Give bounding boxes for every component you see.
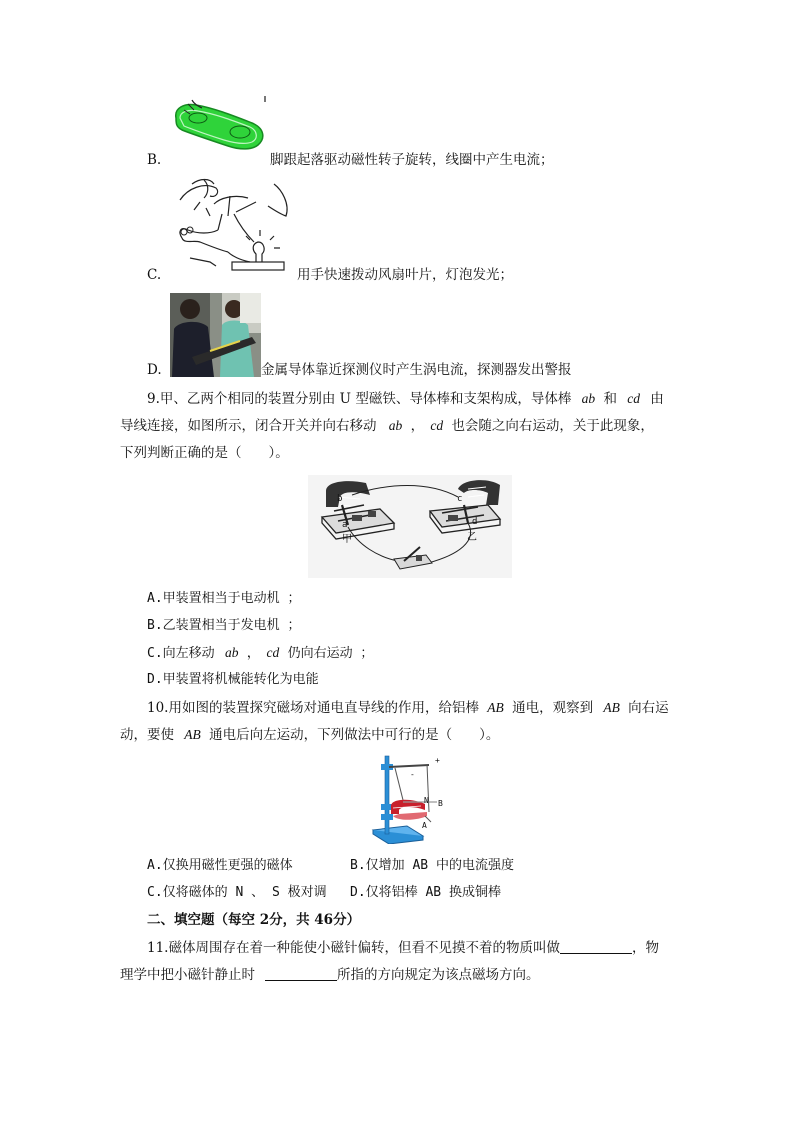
q10-stem-text: 10.用如图的装置探究磁场对通电直导线的作用，给铝棒: [147, 700, 479, 716]
q11-text-1a: 11.磁体周围存在着一种能使小磁针偏转，但看不见摸不着的物质叫做: [147, 940, 560, 956]
q10-stand-magnet-figure: [369, 752, 451, 844]
q9-option-c-comma: ，: [246, 645, 261, 661]
q10-stem-text-2b: 通电后向左运动，下列做法中可行的是（ ）。: [209, 727, 500, 743]
q9-option-c-ab: ab: [224, 645, 239, 660]
q8-option-c-text: 用手快速拨动风扇叶片，灯泡发光；: [297, 267, 513, 283]
q10-fig-plus: +: [435, 756, 440, 765]
q11-blank-2[interactable]: [265, 966, 337, 981]
metal-detector-photo: [170, 293, 261, 377]
q9-var-ab: ab: [581, 391, 596, 406]
q9-stem-line3: 下列判断正确的是（ ）。: [120, 445, 289, 461]
section-title: 二、填空题（每空 2分，共 46分）: [147, 912, 361, 928]
q10-fig-a: A: [422, 821, 427, 830]
q10-fig-minus: -: [410, 770, 415, 779]
q9-fig-label-c: c: [457, 494, 463, 504]
q10-stem-text-b: 通电，观察到: [512, 700, 594, 716]
q10-option-a: A.仅换用磁性更强的磁体: [147, 858, 293, 873]
q9-option-c-tail: 仍向右运动 ；: [287, 646, 374, 661]
q9-stem-and: 和: [603, 391, 617, 407]
q11-line1: [147, 939, 659, 957]
q11-blank-1[interactable]: [560, 939, 632, 954]
q11-text-2b: 所指的方向规定为该点磁场方向。: [337, 967, 540, 983]
q9-stem-line1: [147, 390, 664, 408]
q10-var-ab-1: AB: [487, 700, 504, 715]
q10-stem-text-c: 向右运: [628, 700, 669, 716]
q9-option-b: B.乙装置相当于发电机 ；: [147, 618, 301, 633]
q8-option-b-label: B.: [147, 152, 162, 168]
q10-var-ab-2: AB: [603, 700, 620, 715]
q8-option-c-label: C.: [147, 267, 162, 283]
q10-stem-line1: [147, 699, 669, 717]
q9-stem-text: 9.甲、乙两个相同的装置分别由 U 型磁铁、导体棒和支架构成，导体棒: [147, 391, 572, 407]
q9-var-ab-2: ab: [388, 418, 403, 433]
q9-var-cd: cd: [627, 391, 640, 406]
insole-picture: [170, 96, 267, 162]
q8-option-d-text: 金属导体靠近探测仪时产生涡电流，探测器发出警报: [261, 362, 572, 378]
q10-var-ab-3: AB: [184, 727, 201, 742]
q9-fig-label-yi: 乙: [467, 532, 477, 543]
q11-text-1b: ，物: [631, 940, 659, 956]
q11-text-2a: 理学中把小磁针静止时: [120, 967, 255, 983]
q9-option-c-cd: cd: [266, 645, 280, 660]
q9-stem-text-2b: 也会随之向右运动，关于此现象，: [451, 418, 654, 434]
q10-stem-text-2a: 动，要使: [120, 727, 174, 743]
q10-option-b: B.仅增加 AB 中的电流强度: [350, 858, 514, 873]
q9-option-c-text: C.向左移动: [147, 646, 215, 661]
q9-magnet-rails-figure: [308, 475, 512, 578]
q9-fig-label-b: b: [337, 494, 343, 504]
q8-option-b-text: 脚跟起落驱动磁性转子旋转，线圈中产生电流；: [270, 152, 554, 168]
q9-comma: ，: [410, 418, 425, 434]
q9-option-c: [147, 644, 373, 663]
q10-option-d: D.仅将铝棒 AB 换成铜棒: [350, 885, 501, 900]
q10-fig-b: B: [438, 799, 443, 808]
q10-stem-line2: [120, 726, 499, 744]
q10-fig-n: N: [424, 796, 429, 805]
q9-option-d: D.甲装置将机械能转化为电能: [147, 672, 319, 687]
q10-option-c: C.仅将磁体的 N 、 S 极对调: [147, 885, 327, 900]
q9-option-a: A.甲装置相当于电动机 ；: [147, 591, 301, 606]
q9-fig-label-jia: 甲: [342, 534, 352, 545]
q9-stem-line2: [120, 417, 654, 435]
fan-bulb-picture: [170, 170, 298, 278]
q8-option-d-label: D.: [147, 362, 162, 378]
q9-stem-text-2a: 导线连接，如图所示，闭合开关并向右移动: [120, 418, 377, 434]
q9-stem-tail: 由: [650, 391, 664, 407]
q9-var-cd-2: cd: [430, 418, 444, 433]
q9-fig-label-a: a: [342, 520, 348, 530]
q9-fig-label-d: d: [472, 517, 478, 527]
q11-line2: [120, 966, 540, 984]
